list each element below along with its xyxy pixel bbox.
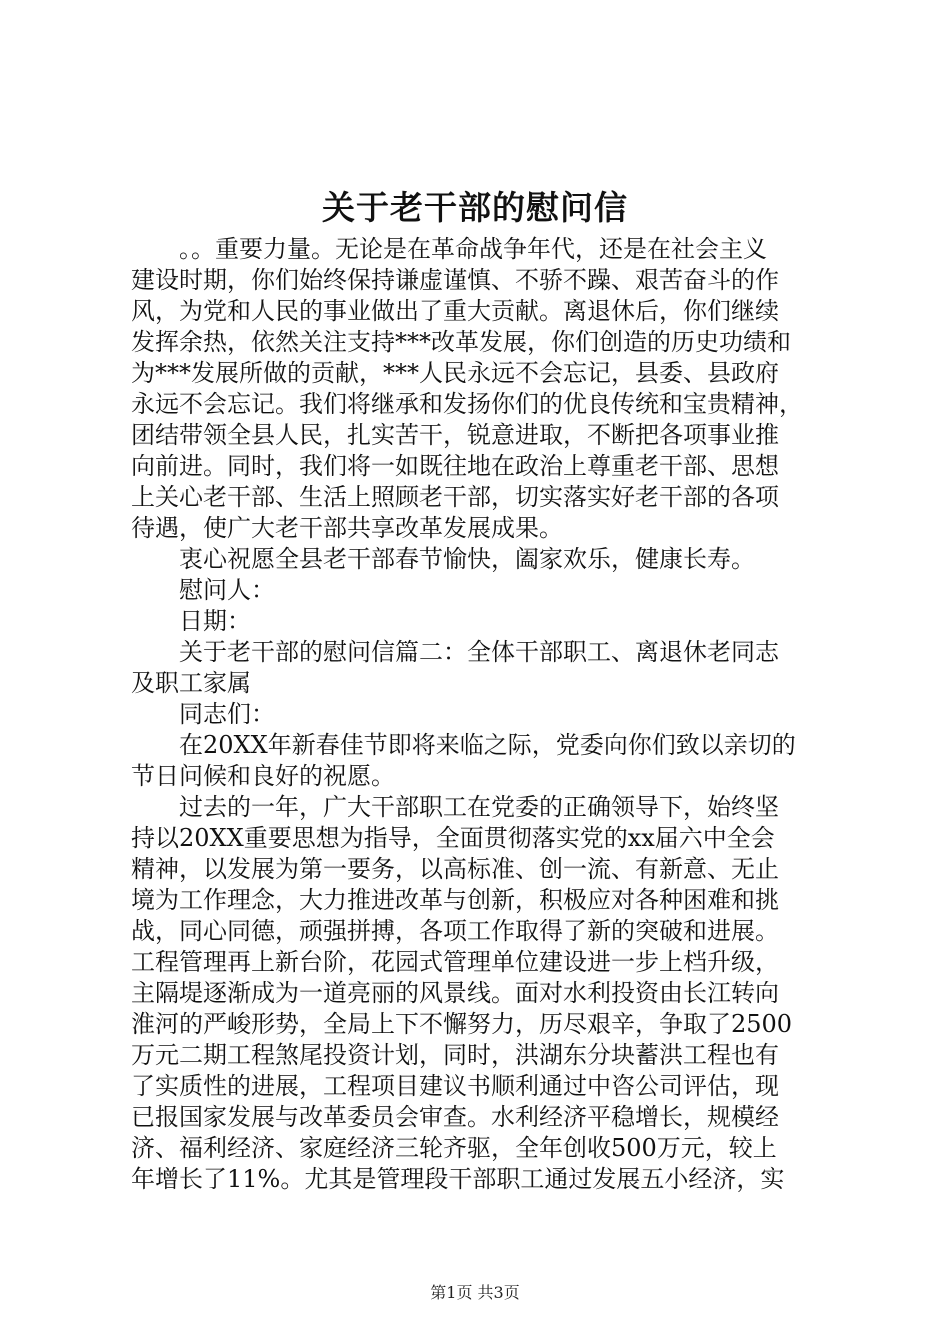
- text-line: 淮河的严峻形势，全局上下不懈努力，历尽艰辛，争取了2500: [131, 1010, 793, 1038]
- text-line: 慰问人：: [179, 576, 275, 604]
- text-line: 同志们：: [179, 700, 275, 728]
- text-line: 济、福利经济、家庭经济三轮齐驱，全年创收500万元，较上: [131, 1134, 777, 1162]
- text-line: 万元二期工程煞尾投资计划，同时，洪湖东分块蓄洪工程也有: [131, 1041, 779, 1069]
- text-line: 了实质性的进展，工程项目建议书顺利通过中咨公司评估，现: [131, 1072, 779, 1100]
- text-line: 在20XX年新春佳节即将来临之际，党委向你们致以亲切的: [179, 731, 796, 759]
- text-line: 建设时期，你们始终保持谦虚谨慎、不骄不躁、艰苦奋斗的作: [131, 266, 779, 294]
- paragraph: [131, 234, 831, 544]
- text-line: 及职工家属: [131, 669, 251, 697]
- text-line: 主隔堤逐渐成为一道亮丽的风景线。面对水利投资由长江转向: [131, 979, 779, 1007]
- text-line: 永远不会忘记。我们将继承和发扬你们的优良传统和宝贵精神，: [131, 390, 803, 418]
- text-line: 团结带领全县人民，扎实苦干，锐意进取，不断把各项事业推: [131, 421, 779, 449]
- text-line: 向前进。同时，我们将一如既往地在政治上尊重老干部、思想: [131, 452, 779, 480]
- text-line: 。。重要力量。无论是在革命战争年代，还是在社会主义: [179, 235, 767, 263]
- text-line: 年增长了11%。尤其是管理段干部职工通过发展五小经济，实: [131, 1165, 785, 1193]
- text-line: 境为工作理念，大力推进改革与创新，积极应对各种困难和挑: [131, 886, 779, 914]
- text-line: 战，同心同德，顽强拼搏，各项工作取得了新的突破和进展。: [131, 917, 779, 945]
- date-label: [131, 606, 831, 637]
- text-line: 发挥余热，依然关注支持***改革发展，你们创造的历史功绩和: [131, 328, 791, 356]
- text-line: 节日问候和良好的祝愿。: [131, 762, 395, 790]
- document-title: 关于老干部的慰问信: [322, 188, 628, 227]
- text-line: 关于老干部的慰问信篇二：全体干部职工、离退休老同志: [179, 638, 779, 666]
- text-line: 日期：: [179, 607, 251, 635]
- page-number: 第1页 共3页: [430, 1283, 520, 1302]
- paragraph: [131, 730, 831, 792]
- paragraph: [131, 544, 831, 575]
- text-line: 衷心祝愿全县老干部春节愉快，阖家欢乐，健康长寿。: [179, 545, 755, 573]
- text-line: 风，为党和人民的事业做出了重大贡献。离退休后，你们继续: [131, 297, 779, 325]
- text-line: 上关心老干部、生活上照顾老干部，切实落实好老干部的各项: [131, 483, 779, 511]
- text-line: 过去的一年，广大干部职工在党委的正确领导下，始终坚: [179, 793, 779, 821]
- salutation: [131, 699, 831, 730]
- text-line: 为***发展所做的贡献，***人民永远不会忘记，县委、县政府: [131, 359, 779, 387]
- paragraph: [131, 792, 831, 1195]
- text-line: 待遇，使广大老干部共享改革发展成果。: [131, 514, 563, 542]
- text-line: 持以20XX重要思想为指导，全面贯彻落实党的xx届六中全会: [131, 824, 775, 852]
- section-heading: [131, 637, 831, 699]
- text-line: 工程管理再上新台阶，花园式管理单位建设进一步上档升级，: [131, 948, 779, 976]
- signer-label: [131, 575, 831, 606]
- text-line: 精神，以发展为第一要务，以高标准、创一流、有新意、无止: [131, 855, 779, 883]
- document-body: [131, 234, 831, 1195]
- text-line: 已报国家发展与改革委员会审查。水利经济平稳增长，规模经: [131, 1103, 779, 1131]
